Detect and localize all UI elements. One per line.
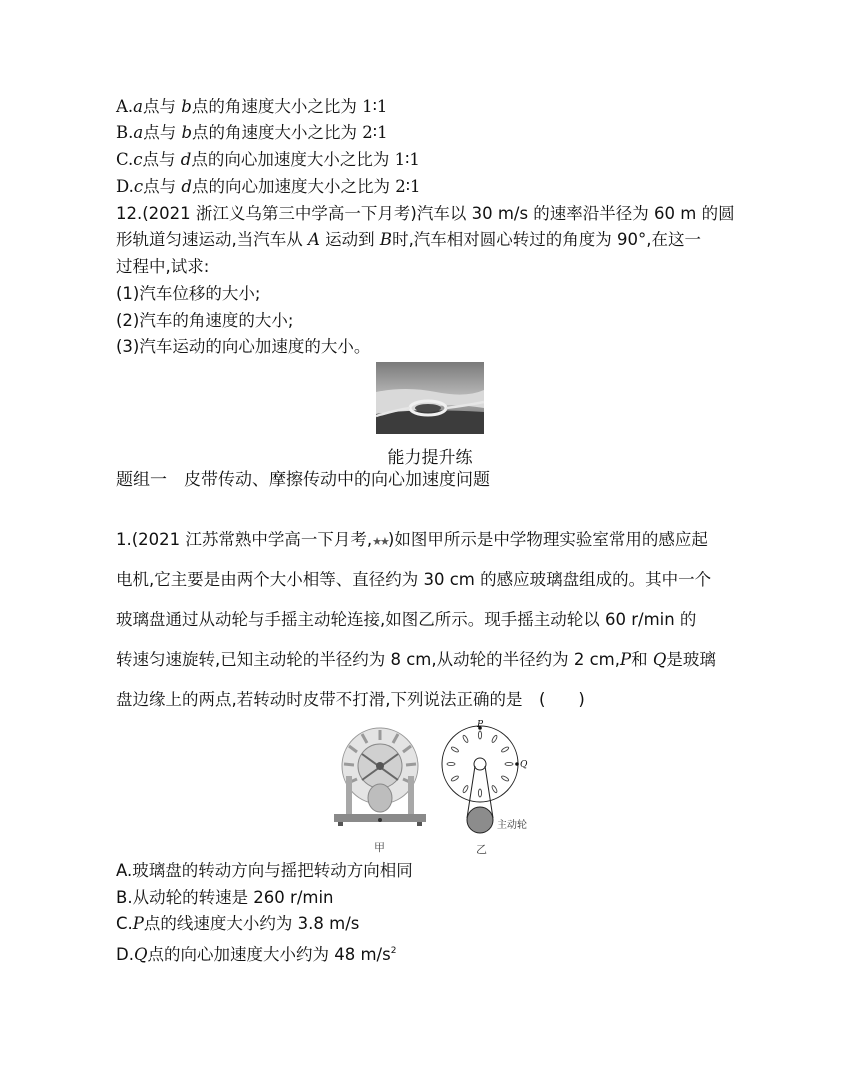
q1-line-1: 1.(2021 江苏常熟中学高一下月考,★★)如图甲所示是中学物理实验室常用的感应起 — [116, 530, 708, 549]
q12-line-3: 过程中,试求: — [116, 257, 210, 276]
q11-option-b: B.a点与 b点的角速度大小之比为 2∶1 — [116, 123, 388, 142]
disk-sector-slot — [501, 775, 510, 782]
q12-line-2: 形轨道匀速运动,当汽车从 A 运动到 B时,汽车相对圆心转过的角度为 90°,在这一 — [116, 230, 702, 249]
disk-sector-slot — [478, 731, 481, 739]
q1-line-4: 转速匀速旋转,已知主动轮的半径约为 8 cm,从动轮的半径约为 2 cm,P和 Q是玻璃 — [116, 650, 716, 669]
figure-drive-wheel-label: 主动轮 — [497, 820, 527, 831]
q1-line-5: 盘边缘上的两点,若转动时皮带不打滑,下列说法正确的是 ( ) — [116, 690, 585, 709]
q11-option-a: A.a点与 b点的角速度大小之比为 1∶1 — [116, 97, 388, 116]
group-title: 题组一 皮带传动、摩擦传动中的向心加速度问题 — [116, 470, 490, 490]
q11-option-c: C.c点与 d点的向心加速度大小之比为 1∶1 — [116, 150, 420, 169]
disk-sector-slot — [462, 785, 469, 794]
disk-sector-slot — [447, 762, 455, 765]
q12-sub-3: (3)汽车运动的向心加速度的大小。 — [116, 337, 371, 356]
q1-option-d: D.Q点的向心加速度大小约为 48 $m/s^2$ — [116, 945, 397, 964]
figure-yi-label: 乙 — [476, 843, 487, 856]
q1-line-2: 电机,它主要是由两个大小相等、直径约为 30 cm 的感应玻璃盘组成的。其中一个 — [116, 570, 712, 589]
figure-jia-label: 甲 — [374, 841, 385, 854]
q1-option-b: B.从动轮的转速是 260 r/min — [116, 888, 334, 907]
disk-sector-slot — [491, 735, 498, 744]
section-title: 能力提升练 — [387, 448, 473, 468]
figure-point-p: P — [477, 720, 484, 730]
disk-sector-slot — [451, 746, 460, 753]
disk-sector-slot — [462, 735, 469, 744]
q1-line-3: 玻璃盘通过从动轮与手摇主动轮连接,如图乙所示。现手摇主动轮以 60 r/min 的 — [116, 610, 697, 629]
disk-sector-slot — [491, 785, 498, 794]
q12-sub-2: (2)汽车的角速度的大小; — [116, 311, 294, 330]
difficulty-stars-icon: ★★ — [372, 535, 388, 548]
q12-sub-1: (1)汽车位移的大小; — [116, 284, 261, 303]
q11-option-d: D.c点与 d点的向心加速度大小之比为 2∶1 — [116, 177, 421, 196]
figure-point-q: Q — [520, 760, 528, 770]
q1-option-a: A.玻璃盘的转动方向与摇把转动方向相同 — [116, 861, 413, 880]
disk-sector-slot — [451, 775, 460, 782]
q12-line-1: 12.(2021 浙江义乌第三中学高一下月考)汽车以 30 m/s 的速率沿半径为 60 m 的圆 — [116, 204, 735, 223]
circular-road-photo — [376, 362, 484, 434]
disk-sector-slot — [501, 746, 510, 753]
disk-sector-slot — [478, 789, 481, 797]
disk-sector-slot — [505, 762, 513, 765]
q1-option-c: C.P点的线速度大小约为 3.8 m/s — [116, 914, 360, 933]
figure-jia-wimshurst-machine — [328, 724, 432, 830]
